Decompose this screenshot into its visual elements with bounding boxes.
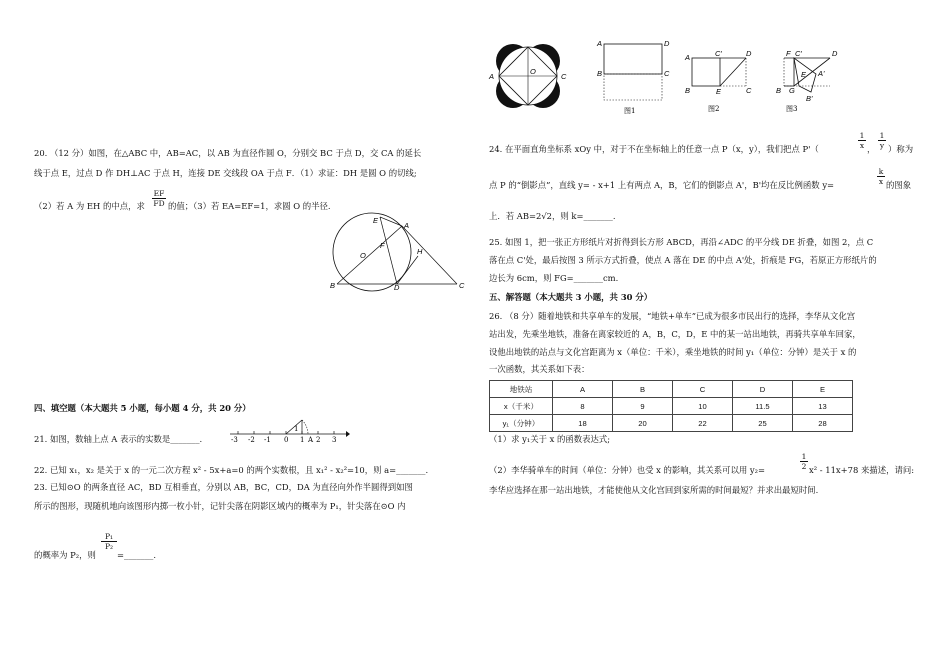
q26-sub2a: （2）李华骑单车的时间（单位：分钟）也受 x 的影响，其关系可以用 y₂=: [489, 465, 766, 475]
q21-label-A: A: [308, 436, 314, 444]
fig3-B1: B': [806, 94, 813, 103]
table-row: [490, 415, 853, 432]
q20-fraction: [152, 189, 166, 208]
fig2-B: B: [685, 86, 691, 95]
q23-line3a: 的概率为 P₂，则: [34, 550, 96, 560]
q26-fraction: [800, 452, 808, 471]
q24-frac1: [858, 131, 866, 150]
q25-line3: 边长为 6cm，则 FG=_______cm.: [489, 273, 619, 283]
flower-O: O: [530, 67, 536, 76]
fig2-E: E: [716, 87, 722, 96]
table-cell: x（千米）: [490, 398, 553, 415]
fig3-F: F: [786, 49, 791, 58]
q26-line4: 一次函数，其关系如下表：: [489, 364, 590, 374]
q22-text: 22. 已知 x₁，x₂ 是关于 x 的一元二次方程 x² - 5x+a=0 的两个实数根，且 x₁² - x₂²=10，则 a=_______.: [34, 465, 429, 475]
q24-frac2: [878, 131, 886, 150]
fig20-F: F: [380, 241, 385, 250]
fig20-D: D: [394, 283, 400, 292]
table-header: 地铁站: [490, 381, 553, 398]
q26-table: [489, 380, 853, 432]
q21-tick-0: -3: [231, 436, 238, 444]
fig20-A: A: [404, 221, 410, 230]
fig3-A1: A': [818, 69, 825, 78]
q20-circle-figure: [320, 212, 470, 292]
q21-tick-1: -2: [248, 436, 255, 444]
q24-line2b: 的图象: [886, 180, 912, 190]
fig3-E: E: [801, 70, 807, 79]
q20-line2: 线于点 E，过点 D 作 DH⊥AC 于点 H，连接 DE 交线段 OA 于点 F．（1）求证：DH 是圆 O 的切线;: [34, 168, 417, 178]
flower-B: B: [524, 108, 530, 116]
table-cell: 10: [673, 398, 733, 415]
q21-tick-2: -1: [264, 436, 271, 444]
fig2-C: C: [746, 86, 752, 95]
q23-line3b: =_______.: [117, 550, 156, 560]
table-header: A: [553, 381, 613, 398]
fig2-D: D: [746, 49, 752, 58]
q23-flower-figure: [484, 36, 574, 116]
flower-A: A: [489, 72, 495, 81]
q23-fraction: [101, 532, 117, 551]
fig20-H: H: [417, 247, 423, 256]
fig2-C1: C': [715, 49, 722, 58]
q26-line1: 26. （8 分）随着地铁和共享单车的发展，“地铁+单车”已成为很多市民出行的选择，李华从文化宫: [489, 311, 856, 321]
fig3-G: G: [789, 86, 795, 95]
q23-frac-den: P₂: [104, 542, 114, 551]
table-cell: 22: [673, 415, 733, 432]
q20-frac-den: FD: [153, 199, 165, 208]
table-cell: 20: [613, 415, 673, 432]
q21-number-line: [228, 418, 350, 448]
q21-text: 21. 如图，数轴上点 A 表示的实数是_______.: [34, 434, 203, 444]
fig3-label: 图3: [786, 105, 798, 113]
q20-line3a: （2）若 A 为 EH 的中点，求: [34, 201, 145, 211]
q24-frac3: [877, 167, 885, 186]
q25-fig2: [682, 46, 762, 116]
q25-fig1: [594, 36, 674, 116]
q24-f3-num: k: [878, 167, 884, 176]
table-header: D: [733, 381, 793, 398]
q26-line2: 站出发，先乘坐地铁，准备在离家较近的 A，B，C，D，E 中的某一站出地铁，再骑共享单车回家，: [489, 329, 861, 339]
table-header: C: [673, 381, 733, 398]
q24-f1-num: 1: [859, 131, 865, 140]
q21-label-one: 1: [294, 425, 299, 433]
q24-f1-den: x: [859, 141, 865, 150]
q26-line3: 设他出地铁的站点与文化宫距离为 x（单位：千米），乘坐地铁的时间 y₁（单位：分钟）是关于 x 的: [489, 347, 857, 357]
q26-sub3: 李华应选择在那一站出地铁，才能使他从文化宫回到家所需的时间最短？并求出最短时间.: [489, 485, 819, 495]
q24-line2a: 点 P 的“倒影点”，直线 y= - x+1 上有两点 A，B，它们的倒影点 A'，B'均在反比例函数 y=: [489, 180, 835, 190]
q24-line1a: 24. 在平面直角坐标系 xOy 中，对于不在坐标轴上的任意一点 P（x，y），我们把点 P'（: [489, 144, 819, 154]
q24-line1c: ）称为: [888, 144, 914, 154]
q23-line1: 23. 已知⊙O 的两条直径 AC，BD 互相垂直，分别以 AB，BC，CD，DA 为直径向外作半圆得到如图: [34, 482, 413, 492]
table-cell: 11.5: [733, 398, 793, 415]
fig1-A: A: [597, 39, 603, 48]
fig3-B: B: [776, 86, 782, 95]
table-cell: 25: [733, 415, 793, 432]
fig3-D: D: [832, 49, 838, 58]
q23-line2: 所示的图形，现随机地向该图形内掷一枚小针，记针尖落在阴影区域内的概率为 P₁，针尖落在⊙O 内: [34, 501, 406, 511]
table-row: [490, 398, 853, 415]
fig2-A: A: [685, 53, 691, 62]
q24-line3: 上．若 AB=2√2，则 k=_______.: [489, 211, 616, 221]
table-cell: y₁（分钟）: [490, 415, 553, 432]
table-header: E: [793, 381, 853, 398]
q26-sub1: （1）求 y₁关于 x 的函数表达式;: [489, 434, 611, 444]
q26-frac-num: 1: [801, 452, 807, 461]
fig2-label: 图2: [708, 105, 720, 113]
flower-C: C: [561, 72, 567, 81]
q23-frac-num: P₁: [101, 532, 117, 542]
q24-f2-den: y: [879, 141, 885, 150]
q21-tick-5: 2: [316, 436, 321, 444]
fig1-C: C: [664, 69, 670, 78]
q21-tick-3: 0: [284, 436, 289, 444]
table-header: B: [613, 381, 673, 398]
table-cell: 18: [553, 415, 613, 432]
table-cell: 9: [613, 398, 673, 415]
fig20-B: B: [330, 281, 336, 290]
q21-tick-6: 3: [332, 436, 337, 444]
table-cell: 8: [553, 398, 613, 415]
section4-heading: 四、填空题（本大题共 5 小题，每小题 4 分，共 20 分）: [34, 403, 251, 413]
q24-f3-den: x: [878, 177, 884, 186]
fig20-C: C: [459, 281, 465, 290]
section5-heading: 五、解答题（本大题共 3 小题，共 30 分）: [489, 292, 653, 302]
table-cell: 28: [793, 415, 853, 432]
flower-D: D: [524, 37, 530, 46]
fig20-E: E: [373, 216, 379, 225]
fig3-C1: C': [795, 49, 802, 58]
fig20-O: O: [360, 251, 366, 260]
table-header-row: [490, 381, 853, 398]
q20-line1: 20. （12 分）如图，在△ABC 中，AB=AC，以 AB 为直径作圆 O，分别交 BC 于点 D，交 CA 的延长: [34, 148, 422, 158]
q21-tick-4: 1: [300, 436, 305, 444]
fig1-D: D: [664, 39, 670, 48]
q24-line1b: ，: [867, 144, 876, 154]
q25-line2: 落在点 C'处，最后按图 3 所示方式折叠，使点 A 落在 DE 的中点 A'处，折痕是 FG，若原正方形纸片的: [489, 255, 877, 265]
q20-line3b: 的值；（3）若 EA=EF=1，求圆 O 的半径.: [168, 201, 331, 211]
table-cell: 13: [793, 398, 853, 415]
fig1-B: B: [597, 69, 603, 78]
q20-frac-num: EF: [153, 189, 165, 198]
q26-sub2b: x² - 11x+78 来描述，请问:: [809, 465, 915, 475]
q25-line1: 25. 如图 1，把一张正方形纸片对折得到长方形 ABCD，再沿∠ADC 的平分线 DE 折叠，如图 2，点 C: [489, 237, 874, 247]
q25-fig3: [768, 46, 848, 116]
q26-frac-den: 2: [801, 462, 807, 471]
fig1-label: 图1: [624, 107, 636, 115]
q24-f2-num: 1: [879, 131, 885, 140]
